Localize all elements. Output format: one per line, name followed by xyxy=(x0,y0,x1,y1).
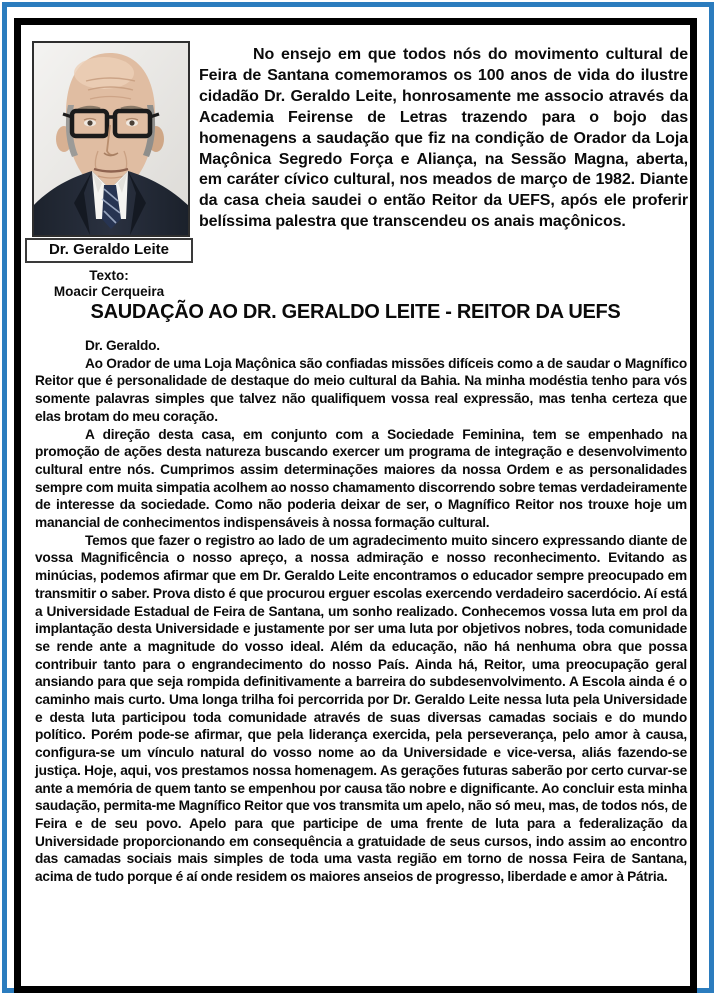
body-paragraph: Ao Orador de uma Loja Maçônica são confiadas missões difíceis como a de saudar o Magnífico Reitor que é personalidade de destaque do meio cultural da Bahia. Na minha modéstia tenho para vós somente palavras simples que talvez não qualifiquem vossa real expressão, mas tenha certeza que elas brotam do meu coração. xyxy=(35,355,687,424)
body-paragraph: Temos que fazer o registro ao lado de um agradecimento muito sincero expressando diante de vossa Magnificência o nosso apreço, a nossa admiração e nosso reconhecimento. Evitando as minúcias, podemos afirmar que em Dr. Geraldo Leite encontramos o educador sempre preocupado em transmitir o saber. Prova disto é que procurou erguer escolas exercendo verdadeiro sacerdócio. Aí está a Universidade Estadual de Feira de Santana, um sonho realizado. Conhecemos vossa luta em prol da implantação desta Universidade e justamente por ser uma luta por objetivos nobres, toda comunidade se rende ante a magnitude do vosso ideal. Além da educação, não há nenhuma obra que possa contribuir tanto para o engrandecimento do nosso País. Ainda há, Reitor, uma preocupação geral ansiando para que seja rompida definitivamente a barreira do subdesenvolvimento. A Escola ainda é o caminho mais curto. Uma longa trilha foi percorrida por Dr. Geraldo Leite nessa luta pela Universidade e desta luta participou toda comunidade através de suas diversas camadas sociais e do mundo político. Porém pode-se afirmar, que pela liderança exercida, pela perseverança, pelo amor à causa, configura-se um vínculo natural do vosso nome ao da Universidade e vice-versa, aliás fazendo-se justiça. Hoje, aqui, vos prestamos nossa homenagem. As gerações futuras saberão por certo curvar-se ante a memória de quem tanto se empenhou por causa tão nobre e dignificante. Ao concluir esta minha saudação, permita-me Magnífico Reitor que vos transmita um apelo, não só meu, mas, de todos nós, de Feira e de seu povo. Apelo para que participe de uma frente de luta para a federalização da Universidade proporcionando em consequência a gratuidade de seus cursos, indo assim ao encontro das camadas sociais mais simples de toda uma vasta região em torno de nossa Feira de Santana, acima de tudo porque é aí onde residem os maiores anseios de progresso, liberdade e amor à Pátria. xyxy=(35,532,687,885)
portrait-photo-illustration xyxy=(34,43,188,235)
portrait-figure xyxy=(25,41,193,299)
intro-paragraph: No ensejo em que todos nós do movimento cultural de Feira de Santana comemoramos os 100 anos de vida do ilustre cidadão Dr. Geraldo Leite, honrosamente me associo através da Academia Feirense de Letras trazendo para o bojo das homenagens a saudação que fiz na condição de Orador da Loja Maçônica Segredo Força e Aliança, na Sessão Magna, aberta, em caráter cívico cultural, nos meados de março de 1982. Diante da casa cheia saudei o então Reitor da UEFS, após ele proferir belíssima palestra que transcendeu os anais maçônicos. xyxy=(199,46,688,231)
body-paragraph: A direção desta casa, em conjunto com a Sociedade Feminina, tem se empenhado na promoção de ações desta natureza buscando exercer um programa de integração e desenvolvimento cultural entre nós. Cumprimos assim determinações maiores da nossa Ordem e as personalidades sempre com muita simpatia acolhem ao nosso chamamento discorrendo sobre temas verdadeiramente de interesse da sociedade. Como não poderia deixar de ser, o Magnífico Reitor nos trouxe hoje um manancial de conhecimentos indispensáveis à nossa formação cultural. xyxy=(35,426,687,531)
salutation-line: Dr. Geraldo. xyxy=(85,338,160,353)
photo-credit-label: Texto: xyxy=(89,268,129,283)
photo-credit-name: Moacir Cerqueira xyxy=(53,283,165,299)
article-body xyxy=(35,337,687,886)
document-content xyxy=(21,25,690,986)
photo-caption-box xyxy=(25,238,193,263)
portrait-photo xyxy=(32,41,190,237)
photo-caption: Dr. Geraldo Leite xyxy=(48,241,170,258)
article-heading: SAUDAÇÃO AO DR. GERALDO LEITE - REITOR DA UEFS xyxy=(90,301,621,323)
photo-credit xyxy=(25,268,193,299)
